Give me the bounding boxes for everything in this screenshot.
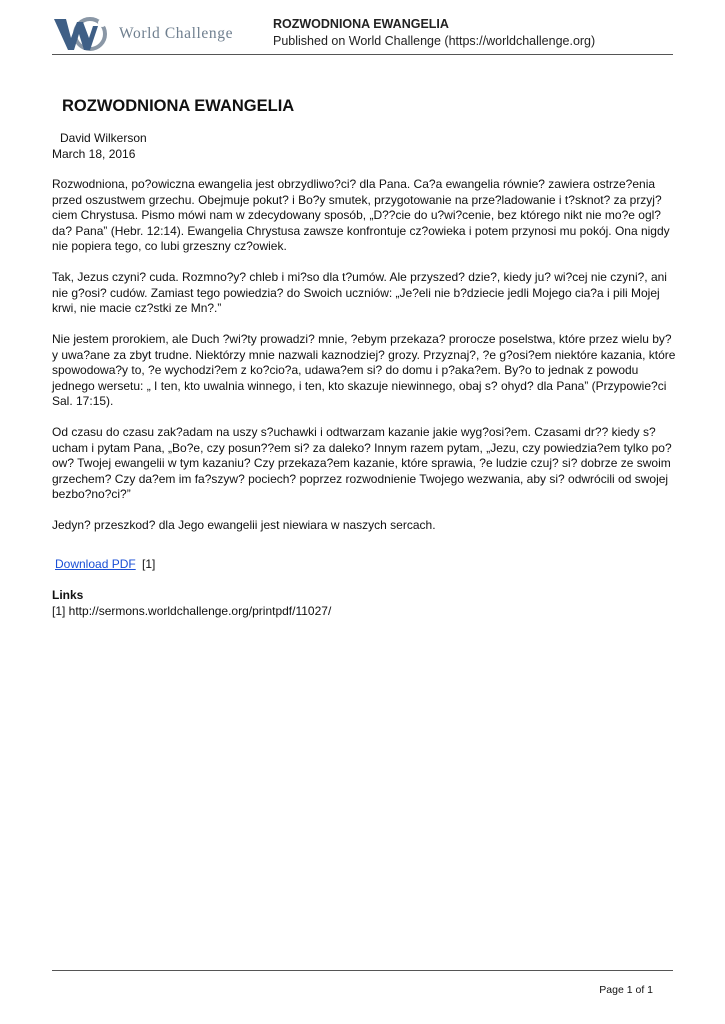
article-paragraph: Jedyn? przeszkod? dla Jego ewangelii jest niewiara w naszych sercach. bbox=[52, 518, 436, 532]
download-row bbox=[52, 557, 155, 571]
download-ref: [1] bbox=[142, 557, 156, 571]
page-header bbox=[52, 12, 672, 56]
article-meta bbox=[52, 130, 652, 162]
article-paragraph: Tak, Jezus czyni? cuda. Rozmno?y? chleb i mi?so dla t?umów. Ale przyszed? dzie?, kiedy ju? wi?cej nie czyni?, ani nie g?osi? cudów. Zamiast tego powiedzia? do Swoich uczniów: „Je?eli nie b?dziecie jedli Mojego cia?a i pili Mojej krwi, nie macie cz?stki ze Mn?.” bbox=[52, 270, 667, 315]
links-section bbox=[52, 588, 331, 619]
article-body bbox=[52, 177, 677, 549]
page-number: Page 1 of 1 bbox=[599, 984, 653, 996]
article-paragraph: Od czasu do czasu zak?adam na uszy s?uchawki i odtwarzam kazanie jakie wyg?osi?em. Czasami dr?? kiedy s?ucham i pytam Pana, „Bo?e, czy posun??em si? za daleko? Innym razem pytam, „Jezu, czy powiedzia?em tylko po?ow? Twojej ewangelii w tym kazaniu? Czy przekaza?em kazanie, które sprawia, ?e ludzie czuj? si? dobrze ze swoim grzechem? Czy da?em im fa?szyw? pociech? poprzez rozwodnienie Twojego wezwania, aby si? odwrócili od swojej bezbo?no?ci?” bbox=[52, 425, 672, 501]
download-pdf-link[interactable]: Download PDF bbox=[55, 557, 136, 571]
header-divider bbox=[52, 54, 673, 55]
footer-divider bbox=[52, 970, 673, 971]
links-heading: Links bbox=[52, 588, 84, 602]
article-paragraph: Nie jestem prorokiem, ale Duch ?wi?ty prowadzi? mnie, ?ebym przekaza? prorocze poselstwa, które przez wielu by?y uwa?ane za zbyt trudne. Niektórzy mnie nazwali kaznodziej? grozy. Przyznaj?, ?e g?osi?em niektóre kazania, które spowodowa?y to, ?e wychodzi?em z ko?cio?a, udawa?em si? do domu i p?aka?em. By?o to jednak z powodu jednego wersetu: „ I ten, kto uwalnia winnego, i ten, kto skazuje niewinnego, obaj s? ohyd? dla Pana” (Przypowie?ci Sal. 17:15). bbox=[52, 332, 676, 408]
logo-text: World Challenge bbox=[119, 25, 234, 42]
article-date: March 18, 2016 bbox=[52, 147, 136, 161]
article-title: ROZWODNIONA EWANGELIA bbox=[62, 97, 295, 115]
article-author: David Wilkerson bbox=[60, 131, 147, 145]
link-item[interactable]: [1] http://sermons.worldchallenge.org/printpdf/11027/ bbox=[52, 603, 332, 618]
header-published: Published on World Challenge (https://worldchallenge.org) bbox=[273, 34, 596, 48]
world-challenge-logo-icon bbox=[52, 14, 116, 54]
header-title: ROZWODNIONA EWANGELIA bbox=[273, 17, 449, 31]
article-paragraph: Rozwodniona, po?owiczna ewangelia jest obrzydliwo?ci? dla Pana. Ca?a ewangelia równie? zawiera ostrze?enia przed oszustwem grzechu. Obejmuje pokut? i Bo?y smutek, przygotowanie na prze?ladowanie i t?sknot? za przyj?ciem Chrystusa. Pismo mówi nam w zdecydowany sposób, „D??cie do u?wi?cenie, bez którego nikt nie mo?e ogl?da? Pana” (Hebr. 12:14). Ewangelia Chrystusa zawsze konfrontuje cz?owieka i potem przynosi mu pokój. Ona nigdy nie popiera tego, co lubi grzeszny cz?owiek. bbox=[52, 177, 670, 253]
world-challenge-logo[interactable] bbox=[52, 14, 257, 54]
